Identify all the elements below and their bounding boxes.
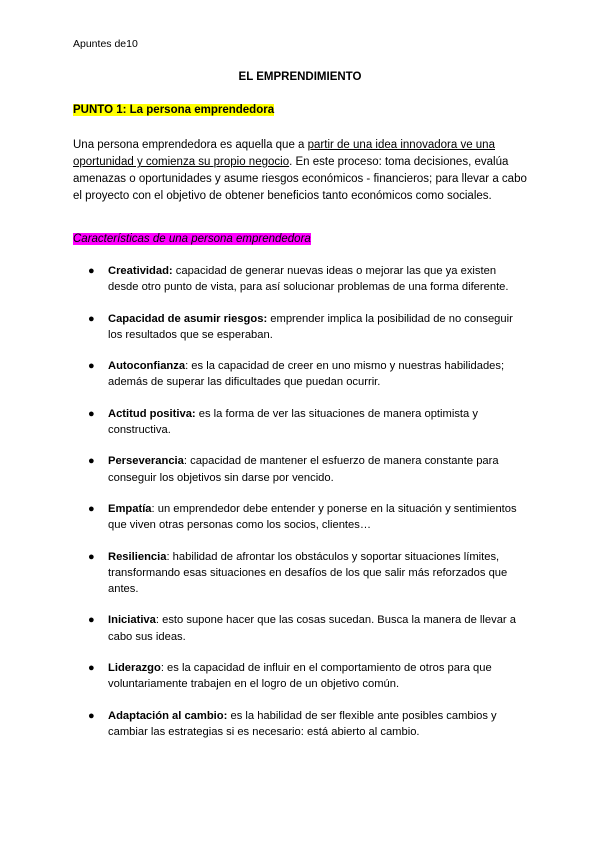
trait-item — [88, 453, 528, 486]
bullet-icon: ● — [88, 502, 95, 515]
trait-text: es la habilidad de ser flexible ante posibles cambios y cambiar las estrategias si es necesario: está abierto al cambio. — [108, 709, 497, 738]
trait-text: : habilidad de afrontar los obstáculos y soportar situaciones límites, transformando esas situaciones en desafíos de los que salir más reforzados que antes. — [108, 550, 508, 596]
section-heading-highlight: PUNTO 1: La persona emprendedora — [73, 104, 275, 116]
trait-text: es la forma de ver las situaciones de manera optimista y constructiva. — [108, 407, 478, 437]
trait-item — [88, 358, 528, 391]
bullet-icon: ● — [88, 709, 95, 722]
trait-term: Capacidad de asumir riesgos: — [108, 312, 268, 325]
header-note: Apuntes de10 — [73, 38, 138, 50]
intro-text-start: Una persona emprendedora es aquella que a — [73, 139, 308, 151]
trait-item — [88, 660, 528, 693]
trait-term: Liderazgo — [108, 662, 161, 675]
intro-text-end: . En este proceso: toma decisiones, evalúa amenazas o oportunidades y asume riesgos económicos - financieros; para llevar a cabo el proyecto con el objetivo de obtener beneficios tanto económicos como sociales. — [73, 156, 527, 202]
trait-term: Creatividad: — [108, 265, 173, 277]
subheading-highlight: Características de una persona emprendedora — [73, 233, 311, 245]
intro-underlined-text: partir de una idea innovadora ve una oportunidad y comienza su propio negocio — [73, 139, 495, 168]
bullet-icon: ● — [88, 662, 95, 675]
trait-item — [88, 708, 528, 741]
trait-term: Perseverancia — [108, 455, 184, 468]
section-heading — [73, 104, 274, 116]
bullet-icon: ● — [88, 312, 95, 325]
trait-item — [88, 311, 528, 344]
bullet-icon: ● — [88, 455, 95, 468]
bullet-icon: ● — [88, 407, 95, 420]
trait-term: Adaptación al cambio: — [108, 709, 228, 722]
trait-term: Autoconfianza — [108, 360, 186, 373]
trait-text: : un emprendedor debe entender y ponerse en la situación y sentimientos que viven otras personas como los socios, clientes… — [108, 502, 517, 532]
trait-text: : capacidad de mantener el esfuerzo de manera constante para conseguir los objetivos sin darse por vencido. — [108, 455, 499, 484]
subheading — [73, 233, 311, 245]
traits-list — [0, 263, 600, 740]
trait-term: Actitud positiva: — [108, 407, 196, 420]
bullet-icon: ● — [88, 360, 95, 373]
bullet-icon: ● — [88, 550, 95, 563]
trait-text: : es la capacidad de influir en el comportamiento de otros para que voluntariamente trabajen en el logro de un objetivo común. — [108, 662, 492, 691]
trait-item — [88, 263, 528, 296]
trait-text: : es la capacidad de creer en uno mismo y nuestras habilidades; además de superar las dificultades que puedan ocurrir. — [108, 360, 505, 389]
trait-text: emprender implica la posibilidad de no conseguir los resultados que se esperaban. — [108, 312, 513, 341]
trait-item — [88, 549, 528, 598]
trait-item — [88, 501, 528, 534]
trait-term: Iniciativa — [108, 614, 156, 627]
bullet-icon: ● — [88, 614, 95, 627]
bullet-icon: ● — [88, 265, 95, 277]
document-title: EL EMPRENDIMIENTO — [238, 71, 362, 83]
trait-item — [88, 612, 528, 645]
trait-text: : esto supone hacer que las cosas sucedan. Busca la manera de llevar a cabo sus ideas. — [108, 614, 516, 643]
trait-text: capacidad de generar nuevas ideas o mejorar las que ya existen desde otro punto de vista, para así solucionar problemas de una forma diferente. — [108, 265, 509, 294]
intro-paragraph — [73, 137, 533, 205]
trait-term: Empatía — [108, 502, 152, 515]
trait-item — [88, 406, 528, 439]
trait-term: Resiliencia — [108, 550, 167, 563]
